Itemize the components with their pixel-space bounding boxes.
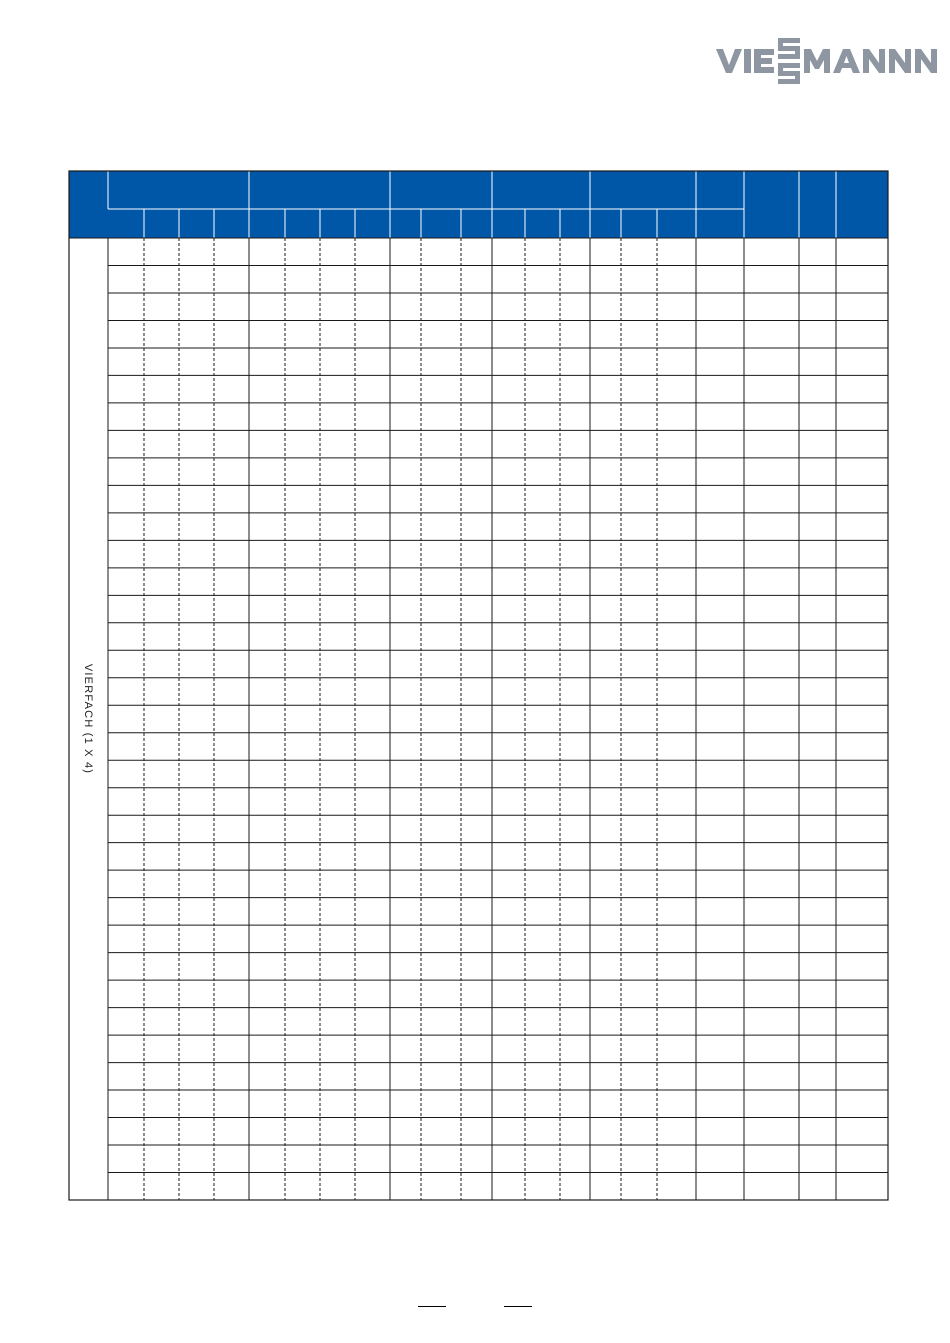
row-group-label: VIERFACH (1 X 4) [82,663,94,775]
header-band [69,171,888,238]
footer-blank-2 [504,1306,532,1307]
footer-blank-1 [418,1306,446,1307]
table-border [69,171,888,1200]
